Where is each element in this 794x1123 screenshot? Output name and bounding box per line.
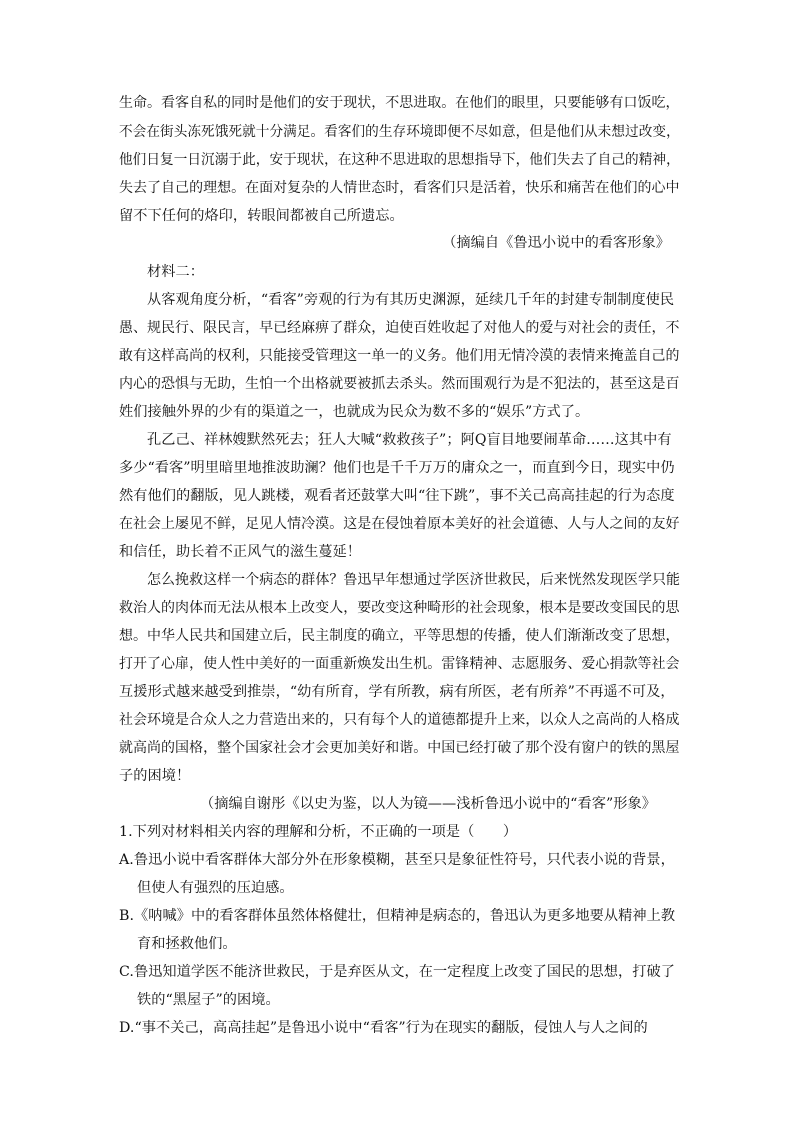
paragraph-line: 在社会上屡见不鲜，足见人情冷漠。这是在侵蚀着原本美好的社会道德、人与人之间的友好 <box>119 516 680 532</box>
paragraph-line: 姓们接触外界的少有的渠道之一，也就成为民众为数不多的“娱乐”方式了。 <box>119 404 590 420</box>
paragraph-line: 敢有这样高尚的权利，只能接受管理这一单一的义务。他们用无情冷漠的表情来掩盖自己的 <box>119 348 680 364</box>
paragraph-line: 孔乙己、祥林嫂默然死去；狂人大喊“救救孩子”；阿Q盲目地要闹革命……这其中有 <box>147 432 672 448</box>
paragraph-line: 打开了心扉，使人性中美好的一面重新焕发出生机。雷锋精神、志愿服务、爱心捐款等社会 <box>119 656 680 672</box>
paragraph-line: 失去了自己的理想。在面对复杂的人情世态时，看客们只是活着，快乐和痛苦在他们的心中 <box>119 180 680 196</box>
paragraph-line: 多少“看客”明里暗里地推波助澜？他们也是千千万万的庸众之一，而直到今日，现实中仍 <box>119 460 675 476</box>
paragraph-line: 生命。看客自私的同时是他们的安于现状，不思进取。在他们的眼里，只要能够有口饭吃， <box>119 95 680 111</box>
option-d: D.“事不关己，高高挂起”是鲁迅小说中“看客”行为在现实的翻版，侵蚀人与人之间的 <box>119 1020 648 1036</box>
paragraph-line: 和信任，助长着不正风气的滋生蔓延！ <box>119 544 362 560</box>
option-c-continued: 铁的“黑屋子”的困境。 <box>137 992 280 1008</box>
paragraph-line: 救治人的肉体而无法从根本上改变人，要改变这种畸形的社会现象，根本是要改变国民的思 <box>119 600 680 616</box>
paragraph-line: 内心的恐惧与无助，生怕一个出格就要被抓去杀头。然而围观行为是不犯法的，甚至这是百 <box>119 376 680 392</box>
paragraph-line: 从客观角度分析，“看客”旁观的行为有其历史渊源，延续几千年的封建专制制度使民 <box>147 292 675 308</box>
paragraph-line: 他们日复一日沉溺于此，安于现状，在这种不思进取的思想指导下，他们失去了自己的精神， <box>119 152 680 168</box>
option-c: C.鲁迅知道学医不能济世救民，于是弃医从文，在一定程度上改变了国民的思想，打破了 <box>119 964 675 980</box>
section-heading: 材料二： <box>147 264 204 280</box>
paragraph-line: 就高尚的国格，整个国家社会才会更加美好和谐。中国已经打破了那个没有窗户的铁的黑屋 <box>119 740 680 756</box>
paragraph-line: 社会环境是合众人之力营造出来的，只有每个人的道德都提升上来，以众人之高尚的人格成 <box>119 712 680 728</box>
question-stem: 1.下列对材料相关内容的理解和分析，不正确的一项是（ ） <box>119 824 518 840</box>
paragraph-line: 想。中华人民共和国建立后，民主制度的确立，平等思想的传播，使人们渐渐改变了思想， <box>119 628 680 644</box>
paragraph-line: 怎么挽救这样一个病态的群体？鲁迅早年想通过学医济世救民，后来恍然发现医学只能 <box>147 572 681 588</box>
option-a: A.鲁迅小说中看客群体大部分外在形象模糊，甚至只是象征性符号，只代表小说的背景， <box>119 852 675 868</box>
paragraph-line: 互援形式越来越受到推崇，“幼有所育，学有所教，病有所医，老有所养”不再遥不可及， <box>119 684 675 700</box>
paragraph-line: 然有他们的翻版，见人跳楼，观看者还鼓掌大叫“往下跳”，事不关己高高挂起的行为态度 <box>119 488 675 504</box>
source-citation: （摘编自谢彤《以史为鉴，以人为镜——浅析鲁迅小说中的“看客”形象》 <box>200 796 656 812</box>
option-a-continued: 但使人有强烈的压迫感。 <box>137 880 294 896</box>
paragraph-line: 留不下任何的烙印，转眼间都被自己所遗忘。 <box>119 208 404 224</box>
option-b: B.《呐喊》中的看客群体虽然体格健壮，但精神是病态的，鲁迅认为更多地要从精神上教 <box>119 908 676 924</box>
paragraph-line: 子的困境！ <box>119 768 191 784</box>
option-b-continued: 育和拯救他们。 <box>137 936 237 952</box>
paragraph-line: 不会在街头冻死饿死就十分满足。看客们的生存环境即便不尽如意，但是他们从未想过改变， <box>119 124 680 140</box>
paragraph-line: 愚、规民行、限民言，早已经麻痹了群众，迫使百姓收起了对他人的爱与对社会的责任，不 <box>119 320 680 336</box>
source-citation: （摘编自《鲁迅小说中的看客形象》 <box>442 235 670 251</box>
